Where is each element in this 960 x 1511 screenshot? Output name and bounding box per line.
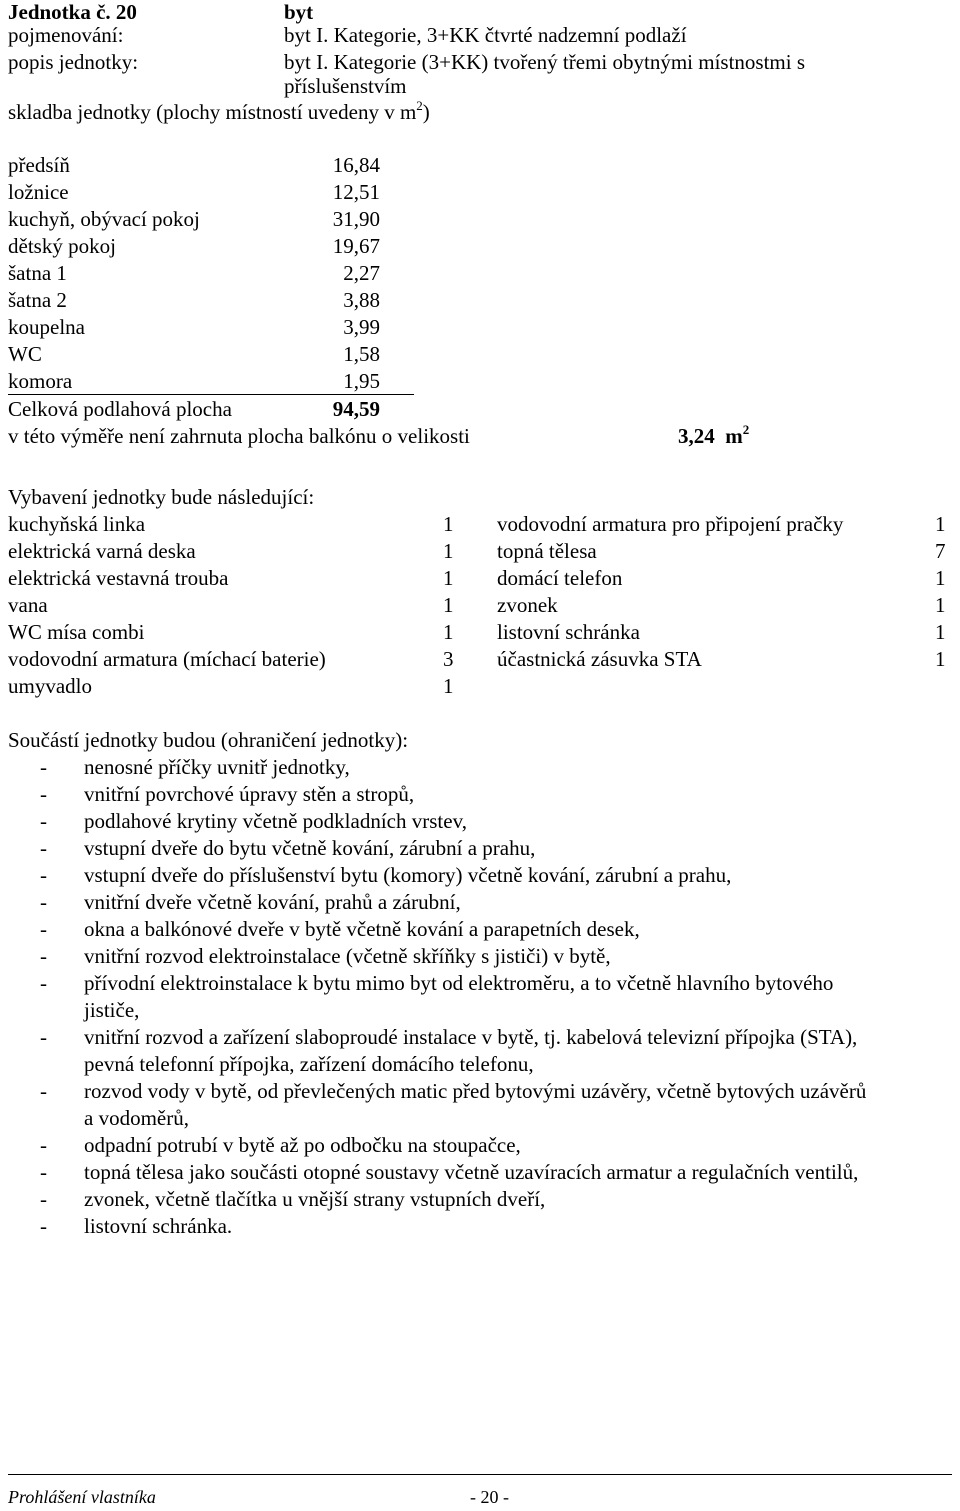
bullet: - xyxy=(40,836,47,860)
equipment-item: kuchyňská linka xyxy=(8,512,146,536)
room-area: 1,95 xyxy=(343,369,380,393)
unit-type: byt xyxy=(284,0,314,24)
room-name: předsíň xyxy=(8,153,70,177)
parts-item: podlahové krytiny včetně podkladních vrstev, xyxy=(84,809,467,833)
unit-title: Jednotka č. 20 xyxy=(8,0,137,24)
room-area: 3,99 xyxy=(343,315,380,339)
footer-document-name: Prohlášení vlastníka xyxy=(8,1487,156,1507)
room-area: 16,84 xyxy=(332,153,380,177)
room-area: 12,51 xyxy=(332,180,380,204)
parts-item-continuation: a vodoměrů, xyxy=(84,1106,189,1130)
bullet: - xyxy=(40,917,47,941)
parts-heading: Součástí jednotky budou (ohraničení jednotky): xyxy=(8,728,409,752)
room-area: 3,88 xyxy=(343,288,380,312)
parts-item-continuation: jističe, xyxy=(84,998,140,1022)
room-area: 2,27 xyxy=(343,261,380,285)
equipment-item: vana xyxy=(8,593,48,617)
name-label: pojmenování: xyxy=(8,23,124,47)
bullet: - xyxy=(40,890,47,914)
page-number: - 20 - xyxy=(470,1487,509,1507)
equipment-item: listovní schránka xyxy=(497,620,640,644)
parts-item: přívodní elektroinstalace k bytu mimo byt od elektroměru, a to včetně hlavního bytového xyxy=(84,971,834,995)
balcony-area: 3,24 $m^2$ xyxy=(678,422,750,448)
total-divider xyxy=(8,394,414,395)
bullet: - xyxy=(40,944,47,968)
room-area: 19,67 xyxy=(332,234,380,258)
bullet: - xyxy=(40,1079,47,1103)
equipment-count: 1 xyxy=(443,674,454,698)
desc-line-1: byt I. Kategorie (3+KK) tvořený třemi obytnými místnostmi s xyxy=(284,50,806,74)
parts-item-continuation: pevná telefonní přípojka, zařízení domácího telefonu, xyxy=(84,1052,534,1076)
equipment-item: domácí telefon xyxy=(497,566,623,590)
parts-item: vnitřní rozvod elektroinstalace (včetně skříňky s jističi) v bytě, xyxy=(84,944,611,968)
total-value: 94,59 xyxy=(332,397,380,421)
equipment-count: 1 xyxy=(935,512,946,536)
equipment-item: WC mísa combi xyxy=(8,620,145,644)
parts-item: vnitřní rozvod a zařízení slaboproudé instalace v bytě, tj. kabelová televizní přípojka (STA), xyxy=(84,1025,858,1049)
parts-item: vnitřní povrchové úpravy stěn a stropů, xyxy=(84,782,415,806)
parts-item: okna a balkónové dveře v bytě včetně kování a parapetních desek, xyxy=(84,917,640,941)
room-name: šatna 1 xyxy=(8,261,67,285)
parts-item: odpadní potrubí v bytě až po odbočku na stoupačce, xyxy=(84,1133,521,1157)
equipment-count: 1 xyxy=(935,647,946,671)
equipment-item: umyvadlo xyxy=(8,674,92,698)
parts-item: zvonek, včetně tlačítka u vnější strany vstupních dveří, xyxy=(84,1187,546,1211)
parts-item: vstupní dveře do bytu včetně kování, zárubní a prahu, xyxy=(84,836,536,860)
room-name: komora xyxy=(8,369,73,393)
equipment-count: 1 xyxy=(443,566,454,590)
equipment-count: 1 xyxy=(935,593,946,617)
equipment-count: 1 xyxy=(935,566,946,590)
equipment-count: 1 xyxy=(443,539,454,563)
desc-line-2: příslušenstvím xyxy=(284,74,407,98)
parts-item: topná tělesa jako součásti otopné soustavy včetně uzavíracích armatur a regulačních ventilů, xyxy=(84,1160,859,1184)
room-name: ložnice xyxy=(8,180,69,204)
desc-label: popis jednotky: xyxy=(8,50,139,74)
equipment-heading: Vybavení jednotky bude následující: xyxy=(8,485,315,509)
balcony-note: v této výměře není zahrnuta plocha balkónu o velikosti xyxy=(8,424,470,448)
parts-item: rozvod vody v bytě, od převlečených matic před bytovými uzávěry, včetně bytových uzávěrů xyxy=(84,1079,867,1103)
room-area: 31,90 xyxy=(332,207,380,231)
equipment-item: účastnická zásuvka STA xyxy=(497,647,702,671)
parts-item: vnitřní dveře včetně kování, prahů a zárubní, xyxy=(84,890,461,914)
room-name: šatna 2 xyxy=(8,288,67,312)
equipment-item: elektrická varná deska xyxy=(8,539,196,563)
bullet: - xyxy=(40,809,47,833)
bullet: - xyxy=(40,1025,47,1049)
composition-heading: skladba jednotky (plochy místností uvedeny v $m^2$) xyxy=(8,98,430,124)
room-name: dětský pokoj xyxy=(8,234,116,258)
bullet: - xyxy=(40,1187,47,1211)
equipment-count: 3 xyxy=(443,647,454,671)
bullet: - xyxy=(40,971,47,995)
equipment-count: 1 xyxy=(935,620,946,644)
footer-divider xyxy=(8,1474,952,1475)
equipment-item: zvonek xyxy=(497,593,558,617)
room-name: WC xyxy=(8,342,42,366)
parts-item: listovní schránka. xyxy=(84,1214,233,1238)
equipment-item: topná tělesa xyxy=(497,539,597,563)
bullet: - xyxy=(40,782,47,806)
equipment-item: vodovodní armatura (míchací baterie) xyxy=(8,647,326,671)
room-name: koupelna xyxy=(8,315,85,339)
parts-item: vstupní dveře do příslušenství bytu (komory) včetně kování, zárubní a prahu, xyxy=(84,863,732,887)
bullet: - xyxy=(40,863,47,887)
bullet: - xyxy=(40,1133,47,1157)
bullet: - xyxy=(40,1214,47,1238)
equipment-count: 1 xyxy=(443,512,454,536)
equipment-item: elektrická vestavná trouba xyxy=(8,566,229,590)
equipment-count: 7 xyxy=(935,539,946,563)
parts-item: nenosné příčky uvnitř jednotky, xyxy=(84,755,350,779)
name-value: byt I. Kategorie, 3+KK čtvrté nadzemní podlaží xyxy=(284,23,687,47)
equipment-item: vodovodní armatura pro připojení pračky xyxy=(497,512,844,536)
equipment-count: 1 xyxy=(443,593,454,617)
equipment-count: 1 xyxy=(443,620,454,644)
bullet: - xyxy=(40,1160,47,1184)
total-label: Celková podlahová plocha xyxy=(8,397,232,421)
room-area: 1,58 xyxy=(343,342,380,366)
bullet: - xyxy=(40,755,47,779)
room-name: kuchyň, obývací pokoj xyxy=(8,207,200,231)
